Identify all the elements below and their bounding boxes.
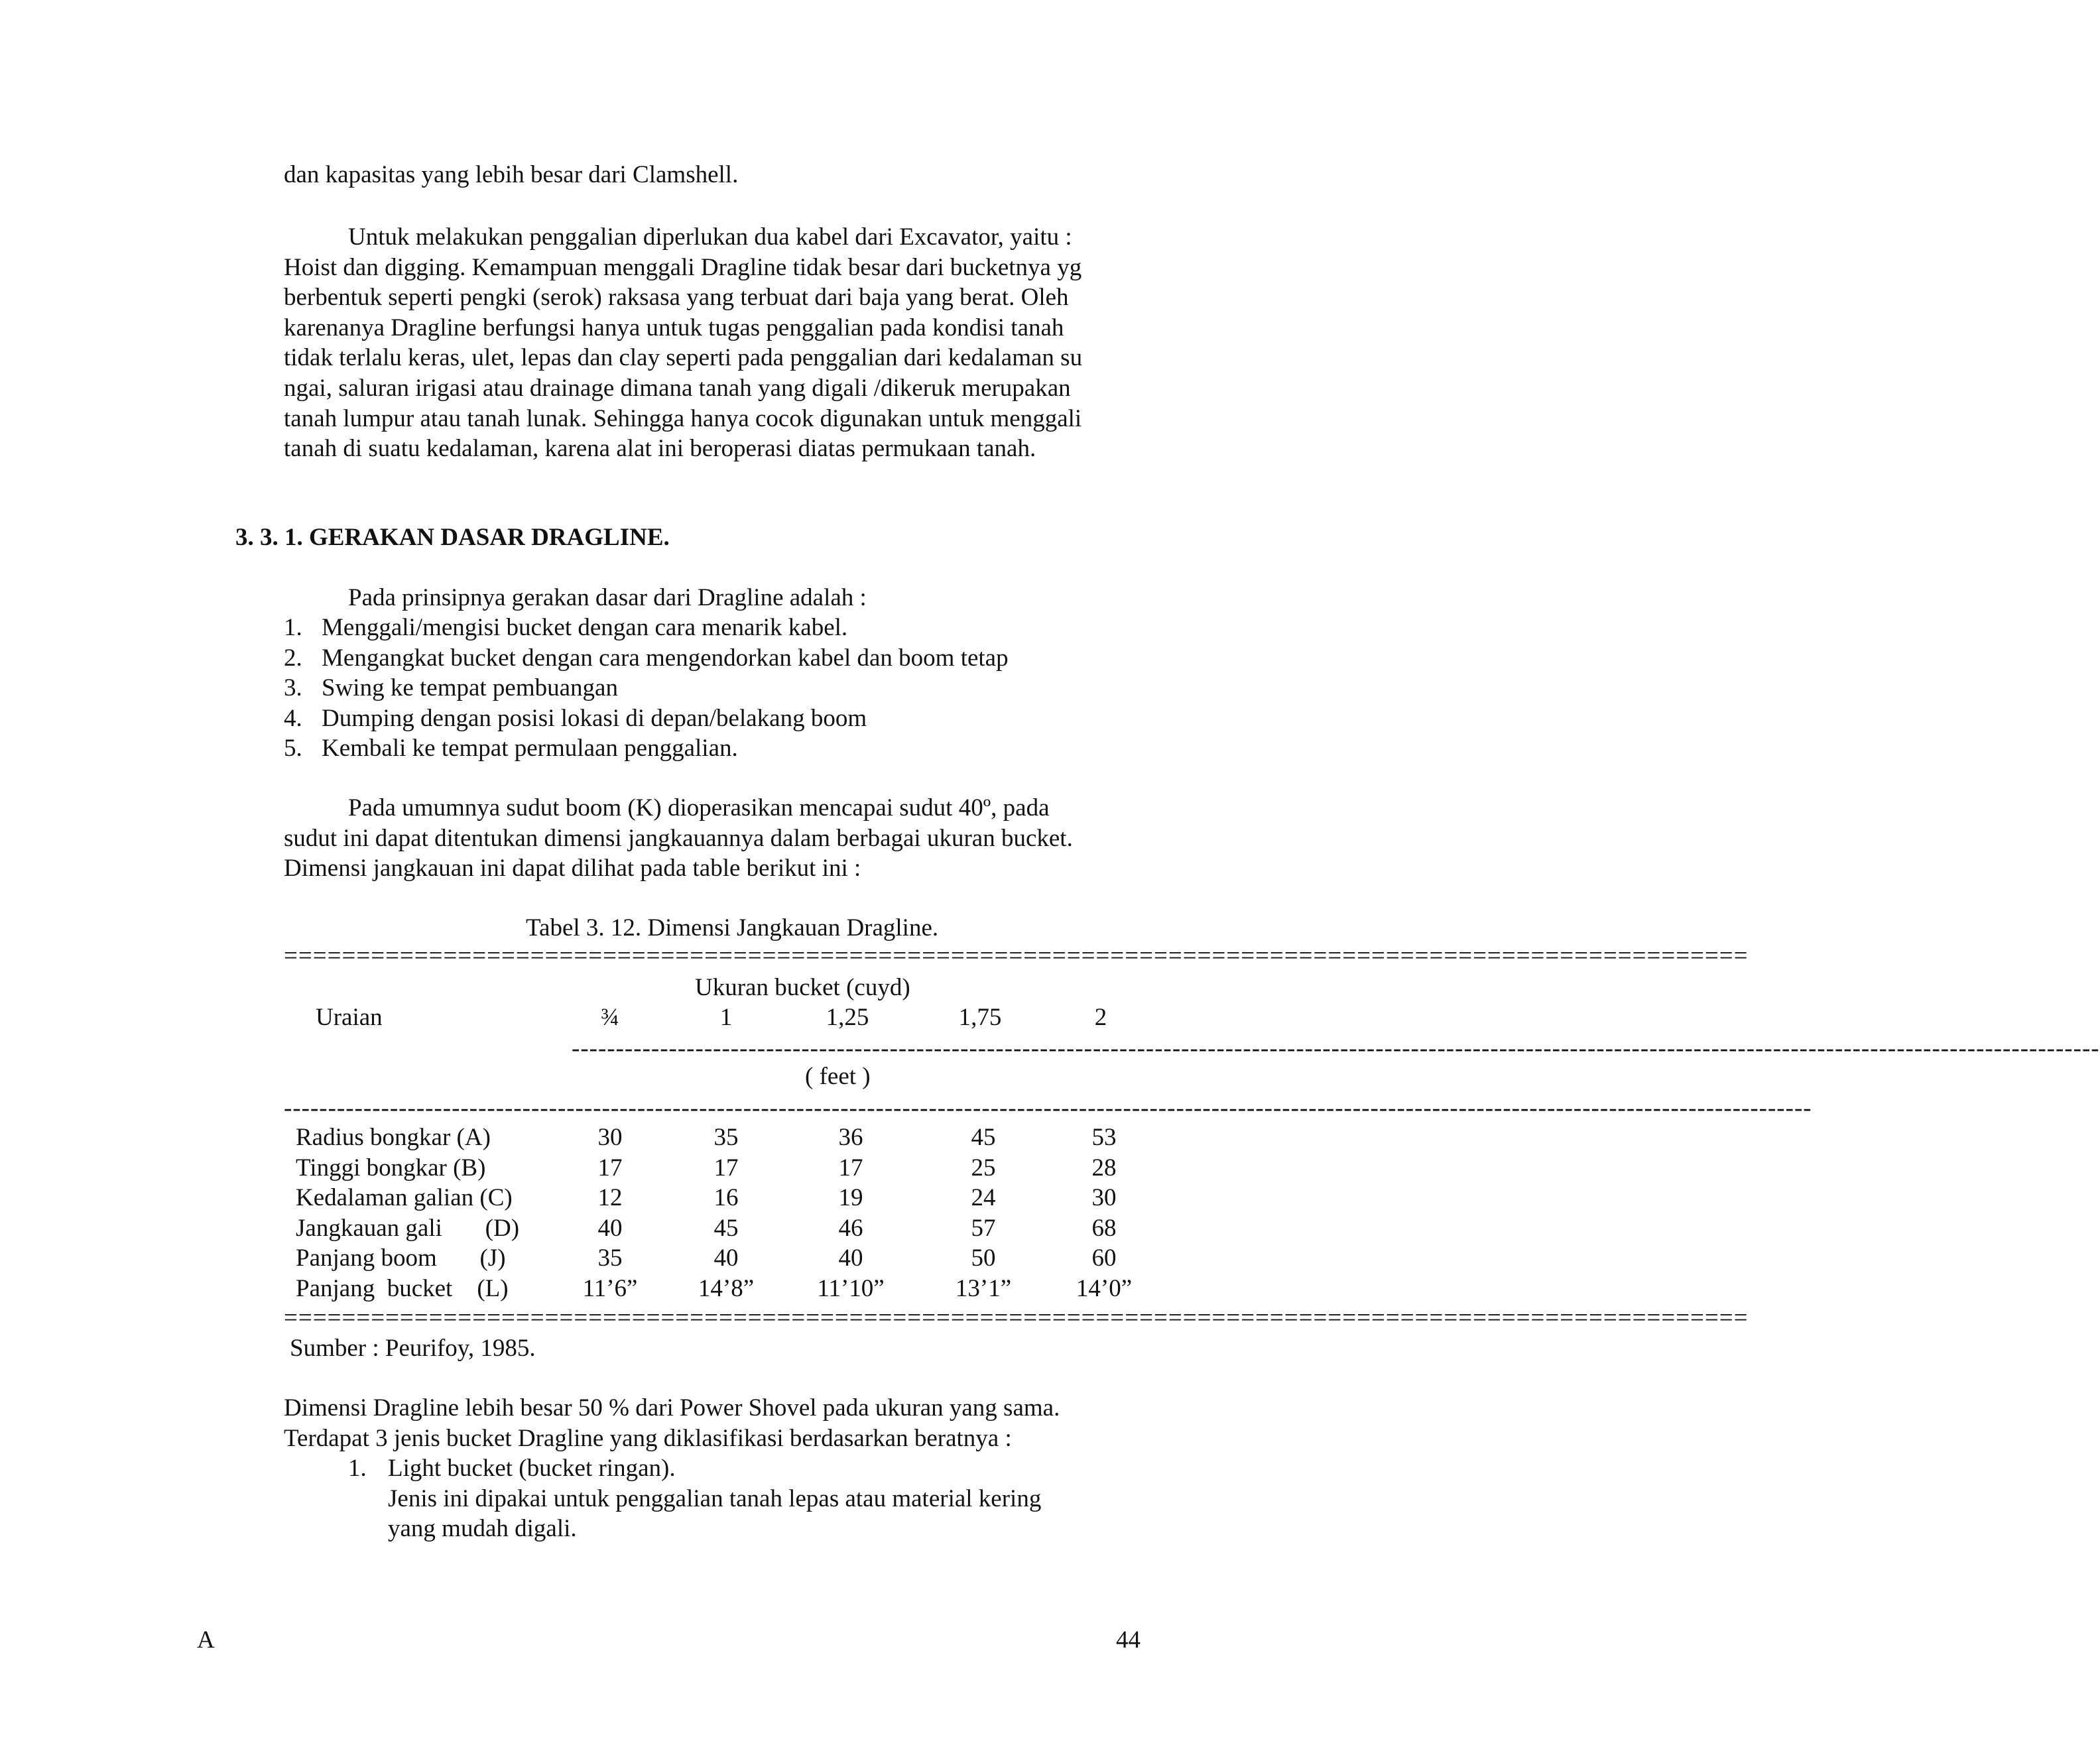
list-number: 5.: [284, 735, 302, 762]
column-header: 2: [1094, 1004, 1107, 1031]
paragraph-line: berbentuk seperti pengki (serok) raksasa yang terbuat dari baja yang berat. Oleh: [284, 284, 1069, 311]
table-cell: 11’6”: [582, 1275, 638, 1302]
paragraph-line: sudut ini dapat ditentukan dimensi jangkauannya dalam berbagai ukuran bucket.: [284, 825, 1073, 852]
table-cell: 40: [597, 1215, 623, 1242]
table-cell: 57: [971, 1215, 996, 1242]
table-cell: 60: [1091, 1244, 1117, 1272]
paragraph-line: tanah di suatu kedalaman, karena alat ini beroperasi diatas permukaan tanah.: [284, 435, 1036, 462]
table-cell: 40: [713, 1244, 739, 1272]
table-cell: 53: [1091, 1124, 1117, 1151]
list-number: 2.: [284, 644, 302, 672]
table-cell: 17: [597, 1154, 623, 1181]
list-item-desc: Jenis ini dipakai untuk penggalian tanah lepas atau material kering: [388, 1485, 1042, 1512]
table-cell: 30: [1091, 1184, 1117, 1211]
intro-line: dan kapasitas yang lebih besar dari Clamshell.: [284, 161, 739, 188]
table-cell: 36: [838, 1124, 863, 1151]
list-number: 3.: [284, 674, 302, 701]
paragraph-line: Dimensi jangkauan ini dapat dilihat pada table berikut ini :: [284, 855, 861, 882]
paragraph-line: Untuk melakukan penggalian diperlukan dua kabel dari Excavator, yaitu :: [348, 223, 1072, 251]
row-label: Panjang boom (J): [296, 1244, 506, 1272]
paragraph-line: tanah lumpur atau tanah lunak. Sehingga hanya cocok digunakan untuk menggali: [284, 405, 1082, 432]
table-cell: 12: [597, 1184, 623, 1211]
group-header: Ukuran bucket (cuyd): [695, 974, 910, 1001]
paragraph-line: tidak terlalu keras, ulet, lepas dan clay seperti pada penggalian dari kedalaman su: [284, 344, 1083, 371]
table-cell: 25: [971, 1154, 996, 1181]
row-label: Radius bongkar (A): [296, 1124, 491, 1151]
table-cell: 50: [971, 1244, 996, 1272]
partial-rule: -----------------------------------------------------------------------------------------------------------------------------------------------------------------------------: [572, 1035, 2100, 1062]
table-cell: 19: [838, 1184, 863, 1211]
list-item: Kembali ke tempat permulaan penggalian.: [322, 735, 738, 762]
double-rule: =====================================================================================================: [284, 942, 1749, 969]
row-header: Uraian: [316, 1004, 383, 1031]
section-heading: 3. 3. 1. GERAKAN DASAR DRAGLINE.: [235, 524, 670, 551]
table-cell: 13’1”: [955, 1275, 1012, 1302]
column-header: 1,25: [826, 1004, 869, 1031]
list-item: Dumping dengan posisi lokasi di depan/belakang boom: [322, 705, 867, 732]
table-cell: 30: [597, 1124, 623, 1151]
table-cell: 40: [838, 1244, 863, 1272]
table-cell: 17: [713, 1154, 739, 1181]
table-cell: 68: [1091, 1215, 1117, 1242]
table-cell: 46: [838, 1215, 863, 1242]
paragraph-line: karenanya Dragline berfungsi hanya untuk tugas penggalian pada kondisi tanah: [284, 314, 1064, 341]
list-number: 1.: [284, 614, 302, 641]
table-cell: 35: [597, 1244, 623, 1272]
table-cell: 24: [971, 1184, 996, 1211]
list-item: Swing ke tempat pembuangan: [322, 674, 618, 701]
table-cell: 11’10”: [817, 1275, 885, 1302]
paragraph-line: ngai, saluran irigasi atau drainage dimana tanah yang digali /dikeruk merupakan: [284, 375, 1071, 402]
row-label: Panjang bucket (L): [296, 1275, 509, 1302]
footer-left: A: [197, 1626, 215, 1654]
list-item: Mengangkat bucket dengan cara mengendorkan kabel dan boom tetap: [322, 644, 1009, 672]
table-cell: 45: [713, 1215, 739, 1242]
column-header: 1,75: [958, 1004, 1002, 1031]
list-item: Menggali/mengisi bucket dengan cara menarik kabel.: [322, 614, 848, 641]
table-cell: 45: [971, 1124, 996, 1151]
table-cell: 17: [838, 1154, 863, 1181]
table-cell: 35: [713, 1124, 739, 1151]
table-caption: Tabel 3. 12. Dimensi Jangkauan Dragline.: [526, 914, 939, 941]
paragraph-line: Dimensi Dragline lebih besar 50 % dari Power Shovel pada ukuran yang sama.: [284, 1394, 1060, 1422]
section-intro: Pada prinsipnya gerakan dasar dari Dragline adalah :: [348, 584, 867, 611]
page-number: 44: [1116, 1626, 1141, 1654]
table-cell: 14’8”: [698, 1275, 755, 1302]
row-label: Jangkauan gali (D): [296, 1215, 520, 1242]
paragraph-line: Terdapat 3 jenis bucket Dragline yang diklasifikasi berdasarkan beratnya :: [284, 1425, 1012, 1452]
double-rule: =====================================================================================================: [284, 1304, 1749, 1331]
unit-label: ( feet ): [805, 1063, 871, 1090]
table-cell: 16: [713, 1184, 739, 1211]
paragraph-line: Hoist dan digging. Kemampuan menggali Dragline tidak besar dari bucketnya yg: [284, 254, 1082, 281]
paragraph-line: Pada umumnya sudut boom (K) dioperasikan mencapai sudut 40º, pada: [348, 794, 1050, 821]
row-label: Kedalaman galian (C): [296, 1184, 513, 1211]
list-number: 1.: [348, 1455, 367, 1482]
column-header: ¾: [601, 1004, 619, 1031]
column-header: 1: [719, 1004, 733, 1031]
table-source: Sumber : Peurifoy, 1985.: [290, 1335, 536, 1362]
table-cell: 14’0”: [1076, 1275, 1133, 1302]
list-item-desc: yang mudah digali.: [388, 1515, 577, 1542]
list-item-title: Light bucket (bucket ringan).: [388, 1455, 676, 1482]
list-number: 4.: [284, 705, 302, 732]
row-label: Tinggi bongkar (B): [296, 1154, 486, 1181]
single-rule: -----------------------------------------------------------------------------------------------------------------------------------------------------------------------------: [284, 1095, 1812, 1122]
table-cell: 28: [1091, 1154, 1117, 1181]
